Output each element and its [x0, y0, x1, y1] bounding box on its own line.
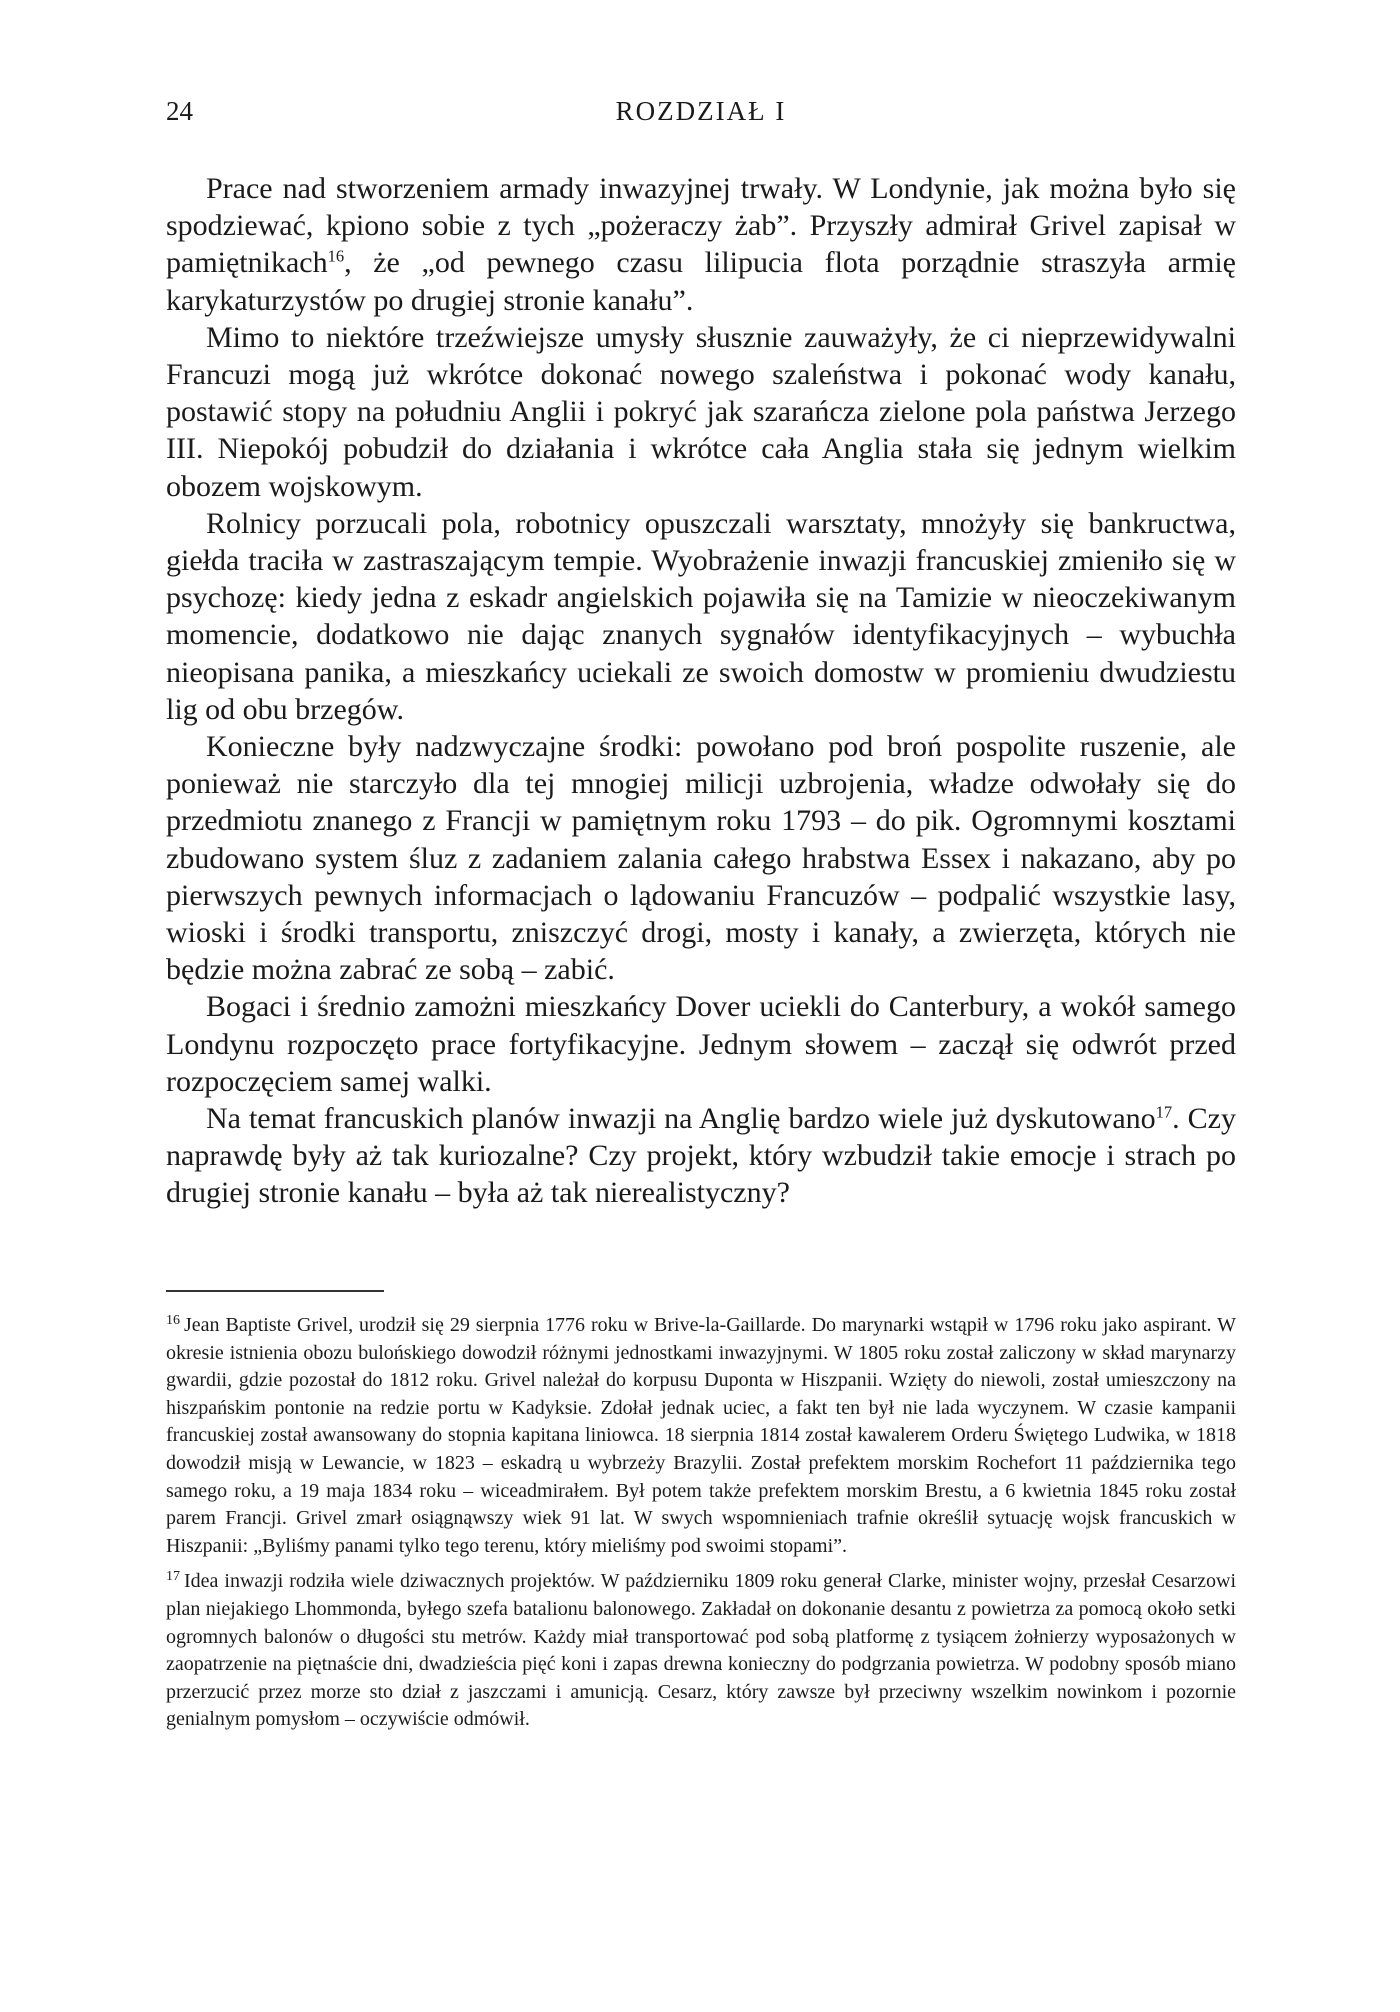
- running-head: [166, 96, 1236, 136]
- paragraph-3: Rolnicy porzucali pola, robotnicy opuszczali warsztaty, mnożyły się bankructwa, giełda traciła w zastraszającym tempie. Wyobrażenie inwazji francuskiej zmieniło się w psychozę: kiedy jedna z eskadr angielskich pojawiła się na Tamizie w nieoczekiwanym momencie, dodatkowo nie dając znanych sygnałów identyfikacyjnych – wybuchła nieopisana panika, a mieszkańcy uciekali ze swoich domostw w promieniu dwudziestu lig od obu brzegów.: [166, 506, 1236, 726]
- footnote-17: [166, 1568, 1236, 1734]
- footnote-text: Jean Baptiste Grivel, urodził się 29 sierpnia 1776 roku w Brive-la-Gaillarde. Do marynarki wstąpił w 1796 roku jako aspirant. W okresie istnienia obozu bulońskiego dowodził różnymi jednostkami inwazyjnymi. W 1805 roku został zaliczony w skład marynarzy gwardii, gdzie pozostał do 1812 roku. Grivel należał do korpusu Duponta w Hiszpanii. Wzięty do niewoli, został umieszczony na hiszpańskim pontonie na redzie portu w Kadyksie. Zdołał jednak uciec, a fakt ten był nie lada wyczynem. W czasie kampanii francuskiej został awansowany do stopnia kapitana liniowca. 18 sierpnia 1814 został kawalerem Orderu Świętego Ludwika, w 1818 dowodził misją w Lewancie, w 1823 – eskadrą u wybrzeży Brazylii. Został prefektem morskim Rochefort 11 października tego samego roku, a 19 maja 1834 roku – wiceadmirałem. Był potem także prefektem morskim Brestu, a 6 kwietnia 1845 roku został parem Francji. Grivel zmarł osiągnąwszy wiek 91 lat. W swych wspomnieniach trafnie określił sytuację wojsk francuskich w Hiszpanii: „Byliśmy panami tylko tego terenu, który mieliśmy pod swoimi stopami”.: [166, 1314, 1236, 1557]
- footnote-separator: [166, 1290, 384, 1292]
- paragraph-5: Bogaci i średnio zamożni mieszkańcy Dover uciekli do Canterbury, a wokół samego Londynu rozpoczęto prace fortyfikacyjne. Jednym słowem – zaczął się odwrót przed rozpoczęciem samej walki.: [166, 990, 1236, 1098]
- paragraph-6: [166, 1100, 1236, 1212]
- footnote-ref-17: 17: [1155, 1102, 1173, 1122]
- chapter-title: ROZDZIAŁ I: [615, 96, 787, 126]
- footnote-16: [166, 1312, 1236, 1560]
- paragraph-4: Konieczne były nadzwyczajne środki: powołano pod broń pospolite ruszenie, ale ponieważ nie starczyło dla tej mnogiej milicji uzbrojenia, władze odwołały się do przedmiotu znanego z Francji w pamiętnym roku 1793 – do pik. Ogromnymi kosztami zbudowano system śluz z zadaniem zalania całego hrabstwa Essex i nakazano, aby po pierwszych pewnych informacjach o lądowaniu Francuzów – podpalić wszystkie lasy, wioski i środki transportu, zniszczyć drogi, mosty i kanały, a zwierzęta, których nie będzie można zabrać ze sobą – zabić.: [166, 730, 1236, 987]
- footnote-number: 16: [166, 1313, 180, 1328]
- paragraph-text: . Czy naprawdę były aż tak kuriozalne? Czy projekt, który wzbudził takie emocje i strach po drugiej stronie kanału – była aż tak nierealistyczny?: [166, 1102, 1236, 1210]
- footnote-number: 17: [166, 1569, 180, 1585]
- footnotes: [166, 1312, 1236, 1742]
- page-number: 24: [166, 96, 193, 126]
- paragraph-2: Mimo to niektóre trzeźwiejsze umysły słusznie zauważyły, że ci nieprzewidywalni Francuzi mogą już wkrótce dokonać nowego szaleństwa i pokonać wody kanału, postawić stopy na południu Anglii i pokryć jak szarańcza zielone pola państwa Jerzego III. Niepokój pobudził do działania i wkrótce cała Anglia stała się jednym wielkim obozem wojskowym.: [166, 320, 1236, 503]
- footnote-text: Idea inwazji rodziła wiele dziwacznych projektów. W październiku 1809 roku generał Clarke, minister wojny, przesłał Cesarzowi plan niejakiego Lhommonda, byłego szefa batalionu balonowego. Zakładał on dokonanie desantu z powietrza za pomocą około setki ogromnych balonów o długości stu metrów. Każdy miał transportować pod sobą platformę z tysiącem żołnierzy wyposażonych w zaopatrzenie na piętnaście dni, dwadzieścia pięć koni i zapas drewna konieczny do podgrzania powietrza. W podobny sposób miano przerzucić przez morze sto dział z jaszczami i amunicją. Cesarz, który zawsze był przeciwny wszelkim nowinkom i pozornie genialnym pomysłom – oczywiście odmówił.: [166, 1570, 1236, 1731]
- paragraph-1: [166, 170, 1236, 319]
- paragraph-text: Prace nad stworzeniem armady inwazyjnej trwały. W Londynie, jak można było się spodziewać, kpiono sobie z tych „pożeraczy żab”. Przyszły admirał Grivel zapisał w pamiętnikach: [166, 172, 1236, 280]
- body-text: [166, 170, 1236, 1212]
- paragraph-text: Na temat francuskich planów inwazji na Anglię bardzo wiele już dyskutowano: [206, 1102, 1156, 1136]
- paragraph-text: , że „od pewnego czasu lilipucia flota porządnie straszyła armię karykaturzystów po drugiej stronie kanału”.: [166, 246, 1236, 317]
- footnote-ref-16: 16: [327, 246, 345, 266]
